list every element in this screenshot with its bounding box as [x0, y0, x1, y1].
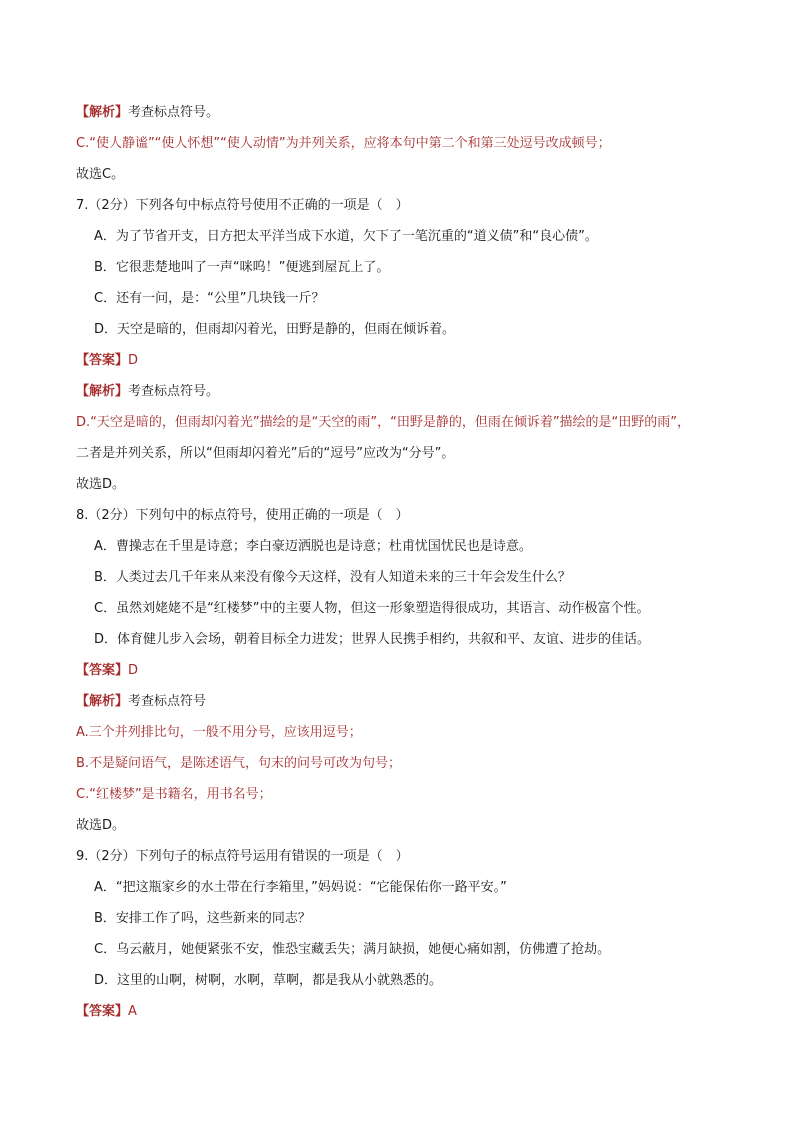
analysis-tag: 【解析】 — [76, 384, 129, 399]
answer-tag: 【答案】 — [76, 663, 129, 678]
answer-value: D — [128, 663, 139, 678]
question-8: 8.（2分）下列句中的标点符号，使用正确的一项是（ ） — [76, 508, 409, 523]
answer-tag: 【答案】 — [76, 1004, 129, 1019]
explanation-line: C.“红楼梦”是书籍名，用书名号； — [76, 787, 272, 802]
answer-line — [76, 661, 754, 681]
question-9-option-b: B．安排工作了吗，这些新来的同志？ — [94, 911, 311, 926]
conclusion-line: 故选D。 — [76, 818, 126, 833]
explanation-line: D.“天空是暗的，但雨却闪着光”描绘的是“天空的雨”，“田野是静的，但雨在倾诉着”描绘的是“田野的雨”， — [76, 415, 691, 430]
explanation-line: C.“使人静谧”“使人怀想”“使人动情”为并列关系，应将本句中第二个和第三处逗号改成顿号； — [76, 136, 611, 151]
question-9: 9.（2分）下列句子的标点符号运用有错误的一项是（ ） — [76, 849, 409, 864]
analysis-line — [76, 692, 754, 712]
answer-value: D — [128, 353, 139, 368]
analysis-text: 考查标点符号。 — [128, 384, 220, 399]
answer-line — [76, 1002, 754, 1022]
answer-tag: 【答案】 — [76, 353, 129, 368]
analysis-tag: 【解析】 — [76, 694, 129, 709]
answer-line — [76, 351, 754, 371]
explanation-line: A.三个并列排比句，一般不用分号，应该用逗号； — [76, 725, 362, 740]
question-8-option-b: B．人类过去几千年来从来没有像今天这样，没有人知道未来的三十年会发生什么？ — [94, 570, 571, 585]
question-8-option-c: C．虽然刘姥姥不是“红楼梦”中的主要人物，但这一形象塑造得很成功，其语言、动作极富个性。 — [94, 601, 650, 616]
question-8-option-a: A．曹操志在千里是诗意；李白豪迈洒脱也是诗意；杜甫忧国忧民也是诗意。 — [94, 539, 532, 554]
answer-value: A — [128, 1004, 137, 1019]
question-7-option-d: D．天空是暗的，但雨却闪着光，田野是静的，但雨在倾诉着。 — [94, 322, 456, 337]
question-7-option-b: B．它很悲楚地叫了一声“咪呜！”便逃到屋瓦上了。 — [94, 260, 390, 275]
question-7-option-c: C．还有一问，是：“公里”几块钱一斤？ — [94, 291, 325, 306]
explanation-line: B.不是疑问语气，是陈述语气，句末的问号可改为句号； — [76, 756, 402, 771]
conclusion-line: 故选D。 — [76, 477, 126, 492]
question-9-option-c: C．乌云蔽月，她便紧张不安，惟恐宝藏丢失；满月缺损，她便心痛如割，仿佛遭了抢劫。 — [94, 942, 611, 957]
analysis-line — [76, 382, 754, 402]
conclusion-line: 故选C。 — [76, 167, 125, 182]
question-9-option-a: A．“把这瓶家乡的水土带在行李箱里，”妈妈说：“它能保佑你一路平安。” — [94, 880, 507, 895]
question-7-option-a: A．为了节省开支，日方把太平洋当成下水道，欠下了一笔沉重的“道义债”和“良心债”。 — [94, 229, 598, 244]
analysis-line — [76, 103, 754, 123]
analysis-text: 考查标点符号。 — [128, 105, 220, 120]
question-7: 7.（2分）下列各句中标点符号使用不正确的一项是（ ） — [76, 198, 409, 213]
question-8-option-d: D．体育健儿步入会场，朝着目标全力进发；世界人民携手相约，共叙和平、友谊、进步的佳话。 — [94, 632, 651, 647]
question-9-option-d: D．这里的山啊，树啊，水啊，草啊，都是我从小就熟悉的。 — [94, 973, 443, 988]
analysis-tag: 【解析】 — [76, 105, 129, 120]
explanation-continued: 二者是并列关系，所以“但雨却闪着光”后的“逗号”应改为“分号”。 — [76, 446, 455, 461]
analysis-text: 考查标点符号 — [128, 694, 207, 709]
